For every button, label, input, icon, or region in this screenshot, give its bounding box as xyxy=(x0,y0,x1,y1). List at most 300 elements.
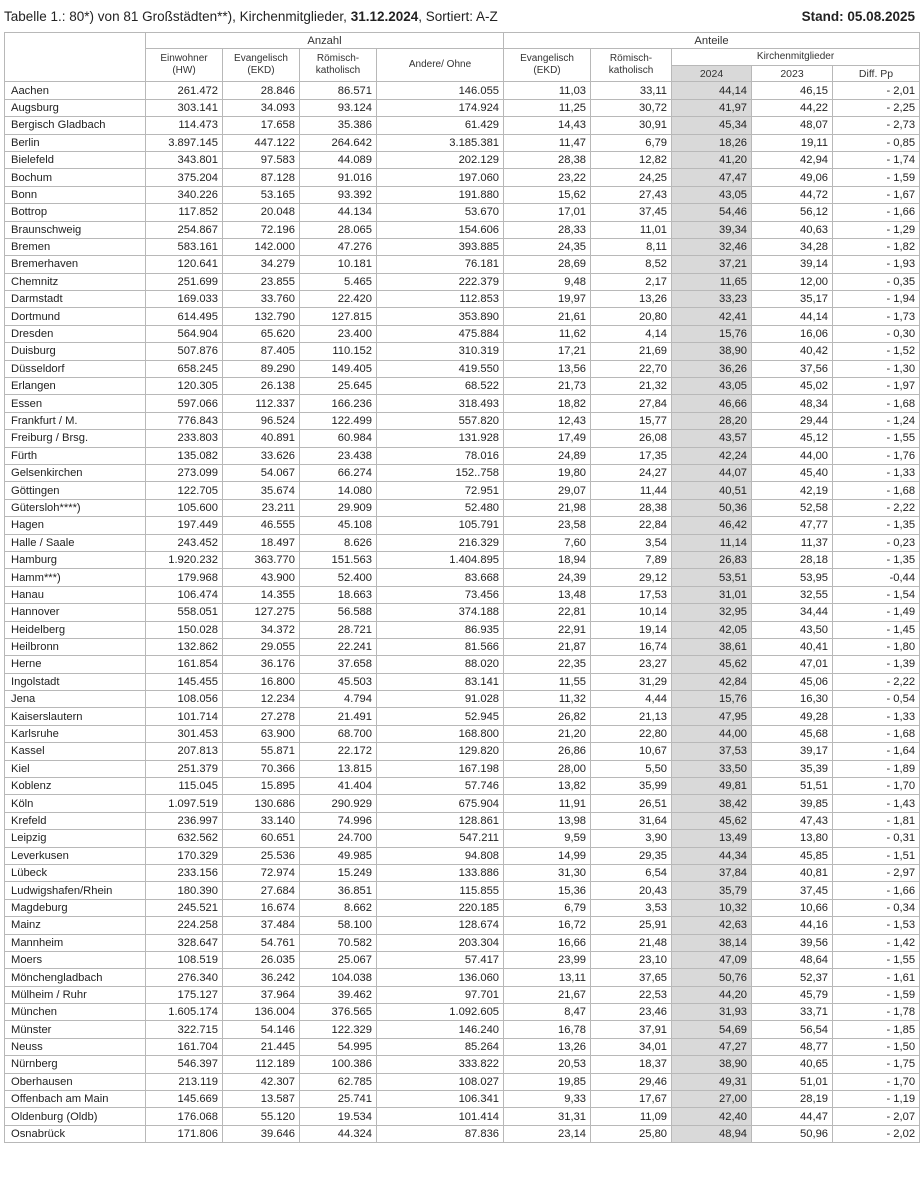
cell-einwohner: 233.156 xyxy=(146,864,223,881)
header-year-2024: 2024 xyxy=(672,66,752,82)
cell-anteil-evangelisch: 26,82 xyxy=(504,708,591,725)
table-row xyxy=(5,1038,920,1055)
table-row xyxy=(5,151,920,168)
cell-katholisch: 68.700 xyxy=(300,725,377,742)
cell-evangelisch: 13.587 xyxy=(223,1091,300,1108)
cell-diff: - 1,39 xyxy=(833,656,920,673)
cell-anteil-2023: 34,44 xyxy=(752,604,833,621)
cell-andere: 88.020 xyxy=(377,656,504,673)
cell-city: Offenbach am Main xyxy=(5,1091,146,1108)
cell-anteil-katholisch: 34,01 xyxy=(591,1038,672,1055)
table-row xyxy=(5,134,920,151)
cell-diff: - 1,61 xyxy=(833,969,920,986)
cell-einwohner: 243.452 xyxy=(146,534,223,551)
cell-anteil-katholisch: 17,35 xyxy=(591,447,672,464)
cell-anteil-2024: 32,95 xyxy=(672,604,752,621)
table-row xyxy=(5,969,920,986)
cell-anteil-2023: 37,56 xyxy=(752,360,833,377)
cell-katholisch: 93.124 xyxy=(300,99,377,116)
cell-andere: 72.951 xyxy=(377,482,504,499)
cell-anteil-katholisch: 18,37 xyxy=(591,1056,672,1073)
cell-anteil-2024: 53,51 xyxy=(672,569,752,586)
cell-diff: - 1,53 xyxy=(833,917,920,934)
cell-anteil-2024: 33,50 xyxy=(672,760,752,777)
cell-city: München xyxy=(5,1004,146,1021)
cell-anteil-katholisch: 23,46 xyxy=(591,1004,672,1021)
cell-katholisch: 122.329 xyxy=(300,1021,377,1038)
cell-anteil-2024: 43,57 xyxy=(672,430,752,447)
header-diff: Diff. Pp xyxy=(833,66,920,82)
cell-anteil-2024: 44,14 xyxy=(672,82,752,99)
cell-einwohner: 108.519 xyxy=(146,951,223,968)
cell-evangelisch: 20.048 xyxy=(223,204,300,221)
cell-anteil-2024: 13,49 xyxy=(672,830,752,847)
cell-einwohner: 658.245 xyxy=(146,360,223,377)
cell-anteil-2023: 42,94 xyxy=(752,151,833,168)
cell-city: Kaiserslautern xyxy=(5,708,146,725)
cell-katholisch: 44.324 xyxy=(300,1125,377,1142)
cell-anteil-2023: 44,72 xyxy=(752,186,833,203)
cell-evangelisch: 27.278 xyxy=(223,708,300,725)
cell-anteil-2024: 49,81 xyxy=(672,778,752,795)
cell-city: Dresden xyxy=(5,325,146,342)
cell-evangelisch: 18.497 xyxy=(223,534,300,551)
cell-katholisch: 39.462 xyxy=(300,986,377,1003)
cell-anteil-2023: 49,06 xyxy=(752,169,833,186)
cell-katholisch: 44.089 xyxy=(300,151,377,168)
cell-anteil-katholisch: 11,01 xyxy=(591,221,672,238)
table-row xyxy=(5,882,920,899)
cell-evangelisch: 36.176 xyxy=(223,656,300,673)
cell-city: Magdeburg xyxy=(5,899,146,916)
cell-anteil-2024: 39,34 xyxy=(672,221,752,238)
cell-anteil-katholisch: 23,27 xyxy=(591,656,672,673)
cell-andere: 68.522 xyxy=(377,378,504,395)
cell-anteil-katholisch: 22,70 xyxy=(591,360,672,377)
cell-anteil-evangelisch: 16,72 xyxy=(504,917,591,934)
cell-diff: - 1,50 xyxy=(833,1038,920,1055)
cell-einwohner: 1.920.232 xyxy=(146,551,223,568)
cell-andere: 547.211 xyxy=(377,830,504,847)
cell-anteil-evangelisch: 14,99 xyxy=(504,847,591,864)
cell-city: Koblenz xyxy=(5,778,146,795)
cell-diff: - 1,78 xyxy=(833,1004,920,1021)
table-title-bar xyxy=(4,0,919,32)
cell-anteil-2024: 45,62 xyxy=(672,812,752,829)
table-row xyxy=(5,256,920,273)
cell-andere: 1.092.605 xyxy=(377,1004,504,1021)
cell-evangelisch: 55.120 xyxy=(223,1108,300,1125)
cell-anteil-katholisch: 3,54 xyxy=(591,534,672,551)
cell-katholisch: 13.815 xyxy=(300,760,377,777)
cell-evangelisch: 42.307 xyxy=(223,1073,300,1090)
cell-anteil-evangelisch: 29,07 xyxy=(504,482,591,499)
cell-anteil-katholisch: 4,44 xyxy=(591,691,672,708)
cell-evangelisch: 97.583 xyxy=(223,151,300,168)
cell-evangelisch: 63.900 xyxy=(223,725,300,742)
cell-anteil-katholisch: 28,38 xyxy=(591,499,672,516)
cell-andere: 374.188 xyxy=(377,604,504,621)
cell-city: Heidelberg xyxy=(5,621,146,638)
cell-katholisch: 4.794 xyxy=(300,691,377,708)
cell-katholisch: 56.588 xyxy=(300,604,377,621)
cell-anteil-evangelisch: 19,85 xyxy=(504,1073,591,1090)
cell-katholisch: 21.491 xyxy=(300,708,377,725)
cell-anteil-evangelisch: 11,03 xyxy=(504,82,591,99)
cell-city: Mainz xyxy=(5,917,146,934)
cell-evangelisch: 46.555 xyxy=(223,517,300,534)
cell-andere: 52.945 xyxy=(377,708,504,725)
cell-anteil-evangelisch: 24,39 xyxy=(504,569,591,586)
cell-diff: - 1,66 xyxy=(833,882,920,899)
cell-katholisch: 25.645 xyxy=(300,378,377,395)
cell-city: Leverkusen xyxy=(5,847,146,864)
cell-anteil-katholisch: 5,50 xyxy=(591,760,672,777)
cell-einwohner: 171.806 xyxy=(146,1125,223,1142)
table-title xyxy=(4,9,498,24)
cell-andere: 174.924 xyxy=(377,99,504,116)
cell-city: Bielefeld xyxy=(5,151,146,168)
cell-anteil-evangelisch: 8,47 xyxy=(504,1004,591,1021)
cell-einwohner: 251.699 xyxy=(146,273,223,290)
cell-anteil-2024: 35,79 xyxy=(672,882,752,899)
cell-einwohner: 245.521 xyxy=(146,899,223,916)
cell-diff: - 1,68 xyxy=(833,482,920,499)
cell-anteil-2024: 27,00 xyxy=(672,1091,752,1108)
cell-einwohner: 583.161 xyxy=(146,238,223,255)
cell-city: Chemnitz xyxy=(5,273,146,290)
cell-city: Neuss xyxy=(5,1038,146,1055)
cell-evangelisch: 43.900 xyxy=(223,569,300,586)
cell-city: Mannheim xyxy=(5,934,146,951)
cell-katholisch: 166.236 xyxy=(300,395,377,412)
cell-anteil-2024: 47,95 xyxy=(672,708,752,725)
cell-diff: - 2,01 xyxy=(833,82,920,99)
cell-diff: - 1,30 xyxy=(833,360,920,377)
cell-einwohner: 106.474 xyxy=(146,586,223,603)
cell-anteil-2023: 16,06 xyxy=(752,325,833,342)
cell-anteil-evangelisch: 11,91 xyxy=(504,795,591,812)
cell-anteil-evangelisch: 23,99 xyxy=(504,951,591,968)
cell-diff: - 1,45 xyxy=(833,621,920,638)
cell-katholisch: 62.785 xyxy=(300,1073,377,1090)
cell-andere: 222.379 xyxy=(377,273,504,290)
cell-evangelisch: 23.211 xyxy=(223,499,300,516)
cell-anteil-2023: 45,12 xyxy=(752,430,833,447)
cell-katholisch: 127.815 xyxy=(300,308,377,325)
cell-anteil-katholisch: 37,45 xyxy=(591,204,672,221)
table-row xyxy=(5,725,920,742)
cell-andere: 152..758 xyxy=(377,464,504,481)
cell-city: Hamburg xyxy=(5,551,146,568)
cell-anteil-evangelisch: 16,66 xyxy=(504,934,591,951)
cell-city: Hanau xyxy=(5,586,146,603)
cell-einwohner: 122.705 xyxy=(146,482,223,499)
cell-evangelisch: 39.646 xyxy=(223,1125,300,1142)
cell-katholisch: 18.663 xyxy=(300,586,377,603)
cell-anteil-katholisch: 11,44 xyxy=(591,482,672,499)
cell-einwohner: 197.449 xyxy=(146,517,223,534)
cell-diff: - 1,24 xyxy=(833,412,920,429)
cell-einwohner: 558.051 xyxy=(146,604,223,621)
cell-city: Heilbronn xyxy=(5,638,146,655)
cell-city: Oldenburg (Oldb) xyxy=(5,1108,146,1125)
cell-anteil-2023: 44,14 xyxy=(752,308,833,325)
cell-city: Osnabrück xyxy=(5,1125,146,1142)
cell-andere: 81.566 xyxy=(377,638,504,655)
cell-andere: 85.264 xyxy=(377,1038,504,1055)
cell-andere: 91.028 xyxy=(377,691,504,708)
cell-evangelisch: 37.964 xyxy=(223,986,300,1003)
cell-anteil-katholisch: 11,09 xyxy=(591,1108,672,1125)
title-prefix: Tabelle 1.: 80*) von 81 Großstädten**), Kirchenmitglieder, xyxy=(4,8,351,24)
header-group-anteile: Anteile xyxy=(504,33,920,49)
cell-anteil-evangelisch: 13,98 xyxy=(504,812,591,829)
cell-diff: - 1,68 xyxy=(833,725,920,742)
cell-anteil-evangelisch: 16,78 xyxy=(504,1021,591,1038)
cell-diff: - 1,42 xyxy=(833,934,920,951)
cell-anteil-katholisch: 8,52 xyxy=(591,256,672,273)
cell-andere: 52.480 xyxy=(377,499,504,516)
cell-diff: - 0,35 xyxy=(833,273,920,290)
cell-andere: 419.550 xyxy=(377,360,504,377)
cell-city: Hamm***) xyxy=(5,569,146,586)
cell-anteil-evangelisch: 20,53 xyxy=(504,1056,591,1073)
cell-evangelisch: 142.000 xyxy=(223,238,300,255)
cell-diff: - 2,07 xyxy=(833,1108,920,1125)
cell-city: Köln xyxy=(5,795,146,812)
cell-anteil-katholisch: 3,53 xyxy=(591,899,672,916)
cell-katholisch: 122.499 xyxy=(300,412,377,429)
table-row xyxy=(5,1056,920,1073)
table-row xyxy=(5,395,920,412)
cell-diff: - 0,34 xyxy=(833,899,920,916)
cell-andere: 108.027 xyxy=(377,1073,504,1090)
cell-anteil-evangelisch: 21,61 xyxy=(504,308,591,325)
table-body xyxy=(5,82,920,1143)
cell-anteil-katholisch: 29,12 xyxy=(591,569,672,586)
cell-city: Düsseldorf xyxy=(5,360,146,377)
cell-andere: 78.016 xyxy=(377,447,504,464)
cell-einwohner: 132.862 xyxy=(146,638,223,655)
cell-einwohner: 176.068 xyxy=(146,1108,223,1125)
cell-katholisch: 8.662 xyxy=(300,899,377,916)
table-row xyxy=(5,951,920,968)
cell-anteil-katholisch: 22,84 xyxy=(591,517,672,534)
cell-anteil-katholisch: 10,14 xyxy=(591,604,672,621)
title-date: 31.12.2024 xyxy=(350,8,419,24)
cell-city: Bottrop xyxy=(5,204,146,221)
stand-date: Stand: 05.08.2025 xyxy=(801,8,915,24)
cell-katholisch: 91.016 xyxy=(300,169,377,186)
cell-diff: - 1,74 xyxy=(833,151,920,168)
header-andere: Andere/ Ohne xyxy=(377,49,504,82)
cell-anteil-2024: 37,21 xyxy=(672,256,752,273)
cell-evangelisch: 53.165 xyxy=(223,186,300,203)
header-anteil-evangelisch: Evangelisch (EKD) xyxy=(504,49,591,82)
table-row xyxy=(5,760,920,777)
table-row xyxy=(5,812,920,829)
cell-katholisch: 8.626 xyxy=(300,534,377,551)
cell-katholisch: 41.404 xyxy=(300,778,377,795)
cell-einwohner: 1.097.519 xyxy=(146,795,223,812)
cell-anteil-katholisch: 30,91 xyxy=(591,117,672,134)
cell-evangelisch: 136.004 xyxy=(223,1004,300,1021)
cell-diff: - 1,76 xyxy=(833,447,920,464)
cell-anteil-2023: 40,63 xyxy=(752,221,833,238)
cell-anteil-katholisch: 2,17 xyxy=(591,273,672,290)
cell-anteil-evangelisch: 19,97 xyxy=(504,291,591,308)
cell-anteil-evangelisch: 13,48 xyxy=(504,586,591,603)
cell-anteil-2023: 47,77 xyxy=(752,517,833,534)
cell-city: Bergisch Gladbach xyxy=(5,117,146,134)
cell-city: Aachen xyxy=(5,82,146,99)
cell-einwohner: 179.968 xyxy=(146,569,223,586)
cell-einwohner: 343.801 xyxy=(146,151,223,168)
cell-andere: 87.836 xyxy=(377,1125,504,1142)
cell-einwohner: 135.082 xyxy=(146,447,223,464)
cell-evangelisch: 17.658 xyxy=(223,117,300,134)
cell-city: Dortmund xyxy=(5,308,146,325)
cell-anteil-2023: 34,28 xyxy=(752,238,833,255)
table-row xyxy=(5,795,920,812)
cell-anteil-2023: 48,34 xyxy=(752,395,833,412)
cell-anteil-2024: 38,14 xyxy=(672,934,752,951)
cell-katholisch: 100.386 xyxy=(300,1056,377,1073)
cell-anteil-evangelisch: 17,21 xyxy=(504,343,591,360)
cell-diff: - 1,93 xyxy=(833,256,920,273)
cell-evangelisch: 16.800 xyxy=(223,673,300,690)
cell-anteil-2023: 40,81 xyxy=(752,864,833,881)
cell-anteil-evangelisch: 11,55 xyxy=(504,673,591,690)
cell-andere: 203.304 xyxy=(377,934,504,951)
cell-einwohner: 322.715 xyxy=(146,1021,223,1038)
header-einwohner: Einwohner (HW) xyxy=(146,49,223,82)
cell-anteil-2023: 44,22 xyxy=(752,99,833,116)
cell-anteil-2023: 44,16 xyxy=(752,917,833,934)
cell-evangelisch: 16.674 xyxy=(223,899,300,916)
cell-anteil-evangelisch: 21,98 xyxy=(504,499,591,516)
cell-einwohner: 276.340 xyxy=(146,969,223,986)
cell-anteil-katholisch: 16,74 xyxy=(591,638,672,655)
cell-anteil-2023: 45,68 xyxy=(752,725,833,742)
cell-city: Leipzig xyxy=(5,830,146,847)
cell-diff: - 1,55 xyxy=(833,430,920,447)
cell-evangelisch: 60.651 xyxy=(223,830,300,847)
cell-evangelisch: 21.445 xyxy=(223,1038,300,1055)
cell-anteil-2023: 47,43 xyxy=(752,812,833,829)
header-row-groups xyxy=(5,33,920,49)
table-row xyxy=(5,343,920,360)
cell-anteil-2024: 36,26 xyxy=(672,360,752,377)
cell-evangelisch: 28.846 xyxy=(223,82,300,99)
cell-katholisch: 23.438 xyxy=(300,447,377,464)
table-row xyxy=(5,934,920,951)
table-row xyxy=(5,1004,920,1021)
cell-katholisch: 37.658 xyxy=(300,656,377,673)
cell-diff: - 1,33 xyxy=(833,708,920,725)
cell-katholisch: 58.100 xyxy=(300,917,377,934)
cell-anteil-evangelisch: 15,62 xyxy=(504,186,591,203)
cell-anteil-2023: 56,54 xyxy=(752,1021,833,1038)
cell-anteil-katholisch: 35,99 xyxy=(591,778,672,795)
cell-einwohner: 233.803 xyxy=(146,430,223,447)
cell-diff: - 1,81 xyxy=(833,812,920,829)
cell-diff: - 1,70 xyxy=(833,778,920,795)
cell-anteil-katholisch: 23,10 xyxy=(591,951,672,968)
header-city-empty xyxy=(5,33,146,49)
table-row xyxy=(5,691,920,708)
table-row xyxy=(5,221,920,238)
cell-andere: 146.055 xyxy=(377,82,504,99)
cell-andere: 333.822 xyxy=(377,1056,504,1073)
cell-anteil-katholisch: 6,79 xyxy=(591,134,672,151)
cell-einwohner: 105.600 xyxy=(146,499,223,516)
cell-diff: - 1,68 xyxy=(833,395,920,412)
table-row xyxy=(5,186,920,203)
cell-anteil-2024: 44,07 xyxy=(672,464,752,481)
cell-katholisch: 25.741 xyxy=(300,1091,377,1108)
table-row xyxy=(5,1021,920,1038)
cell-anteil-2024: 33,23 xyxy=(672,291,752,308)
cell-anteil-evangelisch: 11,62 xyxy=(504,325,591,342)
cell-andere: 191.880 xyxy=(377,186,504,203)
cell-andere: 154.606 xyxy=(377,221,504,238)
cell-einwohner: 224.258 xyxy=(146,917,223,934)
header-katholisch: Römisch-katholisch xyxy=(300,49,377,82)
cell-anteil-evangelisch: 31,31 xyxy=(504,1108,591,1125)
cell-city: Bonn xyxy=(5,186,146,203)
cell-andere: 220.185 xyxy=(377,899,504,916)
cell-einwohner: 145.455 xyxy=(146,673,223,690)
table-row xyxy=(5,117,920,134)
cell-andere: 106.341 xyxy=(377,1091,504,1108)
cell-anteil-evangelisch: 24,35 xyxy=(504,238,591,255)
table-row xyxy=(5,986,920,1003)
cell-katholisch: 36.851 xyxy=(300,882,377,899)
cell-city: Gütersloh****) xyxy=(5,499,146,516)
cell-andere: 53.670 xyxy=(377,204,504,221)
cell-evangelisch: 34.093 xyxy=(223,99,300,116)
cell-anteil-katholisch: 25,80 xyxy=(591,1125,672,1142)
cell-anteil-katholisch: 6,54 xyxy=(591,864,672,881)
table-row xyxy=(5,378,920,395)
cell-diff: - 1,35 xyxy=(833,551,920,568)
cell-einwohner: 254.867 xyxy=(146,221,223,238)
cell-anteil-evangelisch: 13,11 xyxy=(504,969,591,986)
cell-katholisch: 35.386 xyxy=(300,117,377,134)
cell-katholisch: 5.465 xyxy=(300,273,377,290)
cell-katholisch: 28.065 xyxy=(300,221,377,238)
cell-anteil-2024: 37,84 xyxy=(672,864,752,881)
cell-anteil-katholisch: 21,32 xyxy=(591,378,672,395)
cell-anteil-katholisch: 3,90 xyxy=(591,830,672,847)
cell-anteil-2024: 42,05 xyxy=(672,621,752,638)
cell-katholisch: 376.565 xyxy=(300,1004,377,1021)
cell-andere: 129.820 xyxy=(377,743,504,760)
cell-anteil-2023: 48,64 xyxy=(752,951,833,968)
cell-anteil-katholisch: 8,11 xyxy=(591,238,672,255)
header-anteil-katholisch: Römisch-katholisch xyxy=(591,49,672,82)
cell-anteil-evangelisch: 28,38 xyxy=(504,151,591,168)
cell-evangelisch: 34.279 xyxy=(223,256,300,273)
cell-anteil-evangelisch: 22,81 xyxy=(504,604,591,621)
cell-katholisch: 47.276 xyxy=(300,238,377,255)
cell-anteil-2024: 28,20 xyxy=(672,412,752,429)
cell-einwohner: 3.897.145 xyxy=(146,134,223,151)
cell-andere: 557.820 xyxy=(377,412,504,429)
cell-diff: - 1,82 xyxy=(833,238,920,255)
